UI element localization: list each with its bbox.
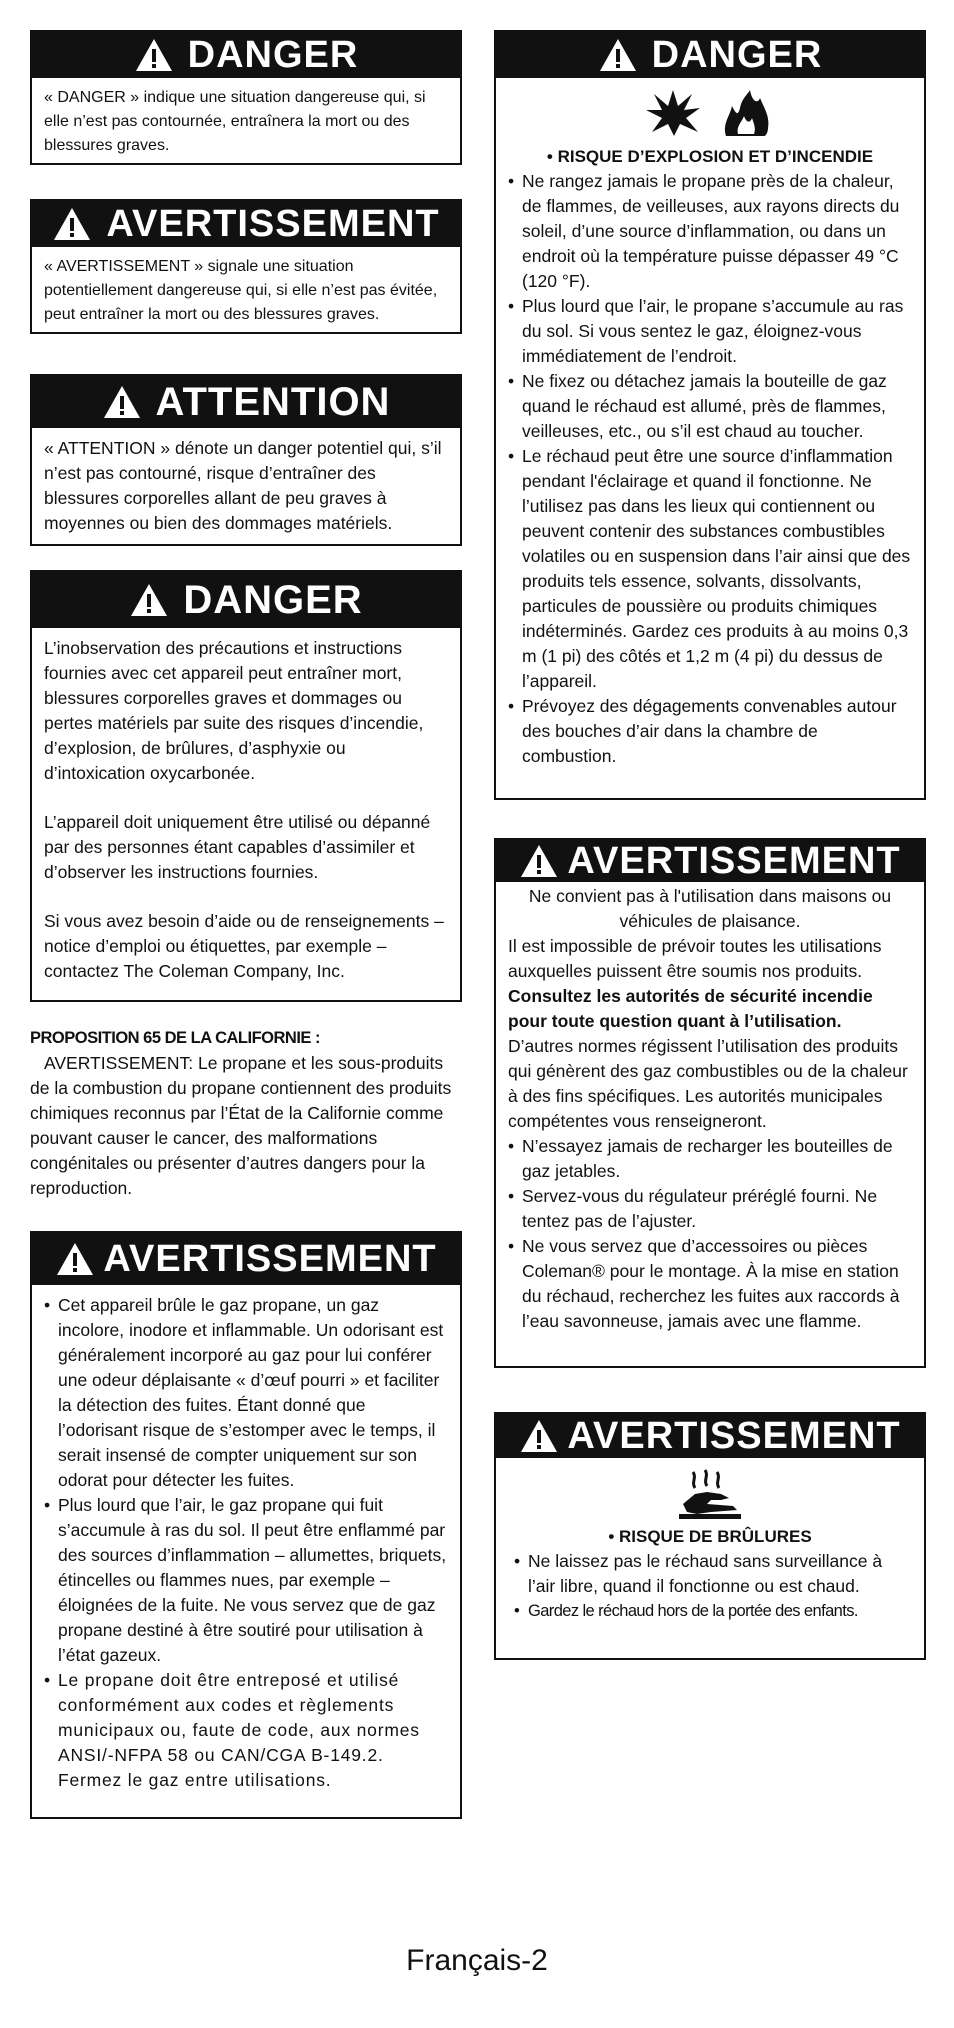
- warning-triangle-icon: [129, 582, 169, 618]
- danger-general-text: [32, 628, 460, 992]
- list-item: • Ne laissez pas le réchaud sans surveillance à l’air libre, quand il fonctionne ou est chaud.: [514, 1549, 912, 1599]
- burn-risk-heading: • RISQUE DE BRÛLURES: [608, 1527, 812, 1546]
- avertissement-burn-text: [496, 1522, 924, 1632]
- fire-icon: [718, 88, 776, 138]
- list-item: • Ne rangez jamais le propane près de la chaleur, de flammes, de veilleuses, aux rayons directs du soleil, d’une source d’inflammation, ou dans un endroit où la température puisse dépasser 49 °C (120 °F).: [508, 169, 912, 294]
- list-item: • Gardez le réchaud hors de la portée des enfants.: [514, 1599, 912, 1624]
- usage-p1: Il est impossible de prévoir toutes les utilisations auxquelles puissent être soumis nos produits.: [508, 936, 882, 981]
- danger-general-p2: L’appareil doit uniquement être utilisé ou dépanné par des personnes étant capables d’assimiler et d’observer les instructions fournies.: [44, 812, 431, 882]
- hot-surface-hand-icon: [677, 1468, 743, 1520]
- list-item: • Ne vous servez que d’accessoires ou pièces Coleman® pour le montage. À la mise en station du réchaud, recherchez les fuites aux raccords à l’eau savonneuse, jamais avec une flamme.: [508, 1234, 912, 1334]
- danger-explosion-text: [496, 140, 924, 777]
- warning-triangle-icon: [598, 37, 638, 73]
- warning-triangle-icon: [55, 1241, 95, 1277]
- avertissement-usage-box: [494, 838, 926, 1368]
- warning-triangle-icon: [102, 384, 142, 420]
- avertissement-definition-text: « AVERTISSEMENT » signale une situation potentiellement dangereuse qui, si elle n’est pas évitée, peut entraîner la mort ou des blessures graves.: [44, 258, 438, 323]
- danger-definition-text: « DANGER » indique une situation dangereuse qui, si elle n’est pas contournée, entraînera la mort ou des blessures graves.: [44, 89, 426, 154]
- attention-header: ATTENTION: [32, 376, 460, 428]
- list-item: • Le propane doit être entreposé et utilisé conformément aux codes et règlements municipaux ou, faute de code, aux normes ANSI/-NFPA 58 ou CAN/CGA B-149.2. Fermez le gaz entre utilisations.: [44, 1668, 448, 1793]
- avertissement-burn-header: AVERTISSEMENT: [496, 1414, 924, 1458]
- hazard-pictograms: [496, 78, 924, 140]
- danger-general-p3: Si vous avez besoin d’aide ou de renseignements – notice d’emploi ou étiquettes, par exemple – contactez The Coleman Company, Inc.: [44, 911, 444, 981]
- list-item: • Plus lourd que l’air, le propane s’accumule au ras du sol. Si vous sentez le gaz, éloignez-vous immédiatement de l’endroit.: [508, 294, 912, 369]
- list-item: • N’essayez jamais de recharger les bouteilles de gaz jetables.: [508, 1134, 912, 1184]
- warning-triangle-icon: [519, 1418, 559, 1454]
- avertissement-usage-text: [496, 882, 924, 1342]
- list-item: • Cet appareil brûle le gaz propane, un gaz incolore, inodore et inflammable. Un odorisant est généralement incorporé au gaz pour lui conférer une odeur déplaisante « d’œuf pourri » et faciliter la détection des fuites. Étant donné que l’odorisant risque de s’estomper avec le temps, il serait insensé de compter uniquement sur son odorat pour détecter les fuites.: [44, 1293, 448, 1493]
- list-item: • Prévoyez des dégagements convenables autour des bouches d’air dans la chambre de combustion.: [508, 694, 912, 769]
- avertissement-propane-header: AVERTISSEMENT: [32, 1233, 460, 1285]
- warning-triangle-icon: [134, 37, 174, 73]
- avertissement-burn-box: [494, 1412, 926, 1660]
- avertissement-propane-box: [30, 1231, 462, 1819]
- avertissement-header: AVERTISSEMENT: [32, 201, 460, 247]
- avertissement-propane-list: [32, 1285, 460, 1801]
- usage-p2: D’autres normes régissent l’utilisation des produits qui génèrent des gaz combustibles ou de la chaleur à des fins spécifiques. Les autorités municipales compétentes vous renseigneront.: [508, 1036, 908, 1131]
- explosion-icon: [644, 88, 702, 138]
- danger-header: DANGER: [32, 32, 460, 78]
- prop65-heading: PROPOSITION 65 DE LA CALIFORNIE :: [30, 1029, 320, 1047]
- prop65-section: [30, 1026, 462, 1201]
- attention-definition-text: « ATTENTION » dénote un danger potentiel qui, s’il n’est pas contourné, risque d’entraîner des blessures corporelles allant de peu graves à moyennes ou bien des dommages matériels.: [44, 438, 442, 533]
- danger-definition-box: [30, 30, 462, 165]
- explosion-risk-heading: • RISQUE D’EXPLOSION ET D’INCENDIE: [546, 147, 874, 166]
- danger-general-p1: L’inobservation des précautions et instructions fournies avec cet appareil peut entraîner mort, blessures corporelles graves et dommages ou pertes matériels par suite des risques d’incendie, d’explosion, de brûlures, d’asphyxie ou d’intoxication oxycarbonée.: [44, 638, 424, 783]
- danger-general-header: DANGER: [32, 572, 460, 628]
- left-column: [30, 30, 462, 1819]
- list-item: • Ne fixez ou détachez jamais la bouteille de gaz quand le réchaud est allumé, près de flammes, veilleuses, etc., ou s’il est chaud au toucher.: [508, 369, 912, 444]
- burn-pictogram: [496, 1458, 924, 1522]
- prop65-text: AVERTISSEMENT: Le propane et les sous-produits de la combustion du propane contiennent des produits chimiques reconnus par l’État de la Californie comme pouvant causer le cancer, des malformations congénitales ou présenter d’autres dangers pour la reproduction.: [30, 1053, 452, 1198]
- warning-triangle-icon: [52, 206, 92, 242]
- danger-explosion-header: DANGER: [496, 32, 924, 78]
- danger-explosion-box: [494, 30, 926, 800]
- usage-bold-note: Consultez les autorités de sécurité incendie pour toute question quant à l’utilisation.: [508, 986, 873, 1031]
- list-item: • Plus lourd que l’air, le gaz propane qui fuit s’accumule à ras du sol. Il peut être enflammé par des sources d’inflammation – allumettes, briquets, étincelles ou flammes nues, par exemple – éloignées de la fuite. Ne vous servez que de gaz propane destiné à être soutiré pour utilisation à l’état gazeux.: [44, 1493, 448, 1668]
- avertissement-definition-box: [30, 199, 462, 334]
- usage-intro: Ne convient pas à l'utilisation dans maisons ou véhicules de plaisance.: [528, 886, 892, 931]
- avertissement-usage-header: AVERTISSEMENT: [496, 840, 924, 882]
- list-item: • Servez-vous du régulateur préréglé fourni. Ne tentez pas de l’ajuster.: [508, 1184, 912, 1234]
- warning-triangle-icon: [519, 843, 559, 879]
- list-item: • Le réchaud peut être une source d’inflammation pendant l'éclairage et quand il fonctionne. Ne l’utilisez pas dans les lieux qui contiennent ou peuvent contenir des substances combustibles volatiles ou en suspension dans l’air ainsi que des produits tels essence, solvants, dissolvants, particules de poussière ou produits chimiques indéterminés. Gardez ces produits à au moins 0,3 m (1 pi) des côtés et 1,2 m (4 pi) du dessus de l’appareil.: [508, 444, 912, 694]
- danger-general-box: [30, 570, 462, 1002]
- page-footer: Français-2: [406, 1944, 548, 1977]
- attention-definition-box: [30, 374, 462, 546]
- right-column: [494, 30, 926, 1660]
